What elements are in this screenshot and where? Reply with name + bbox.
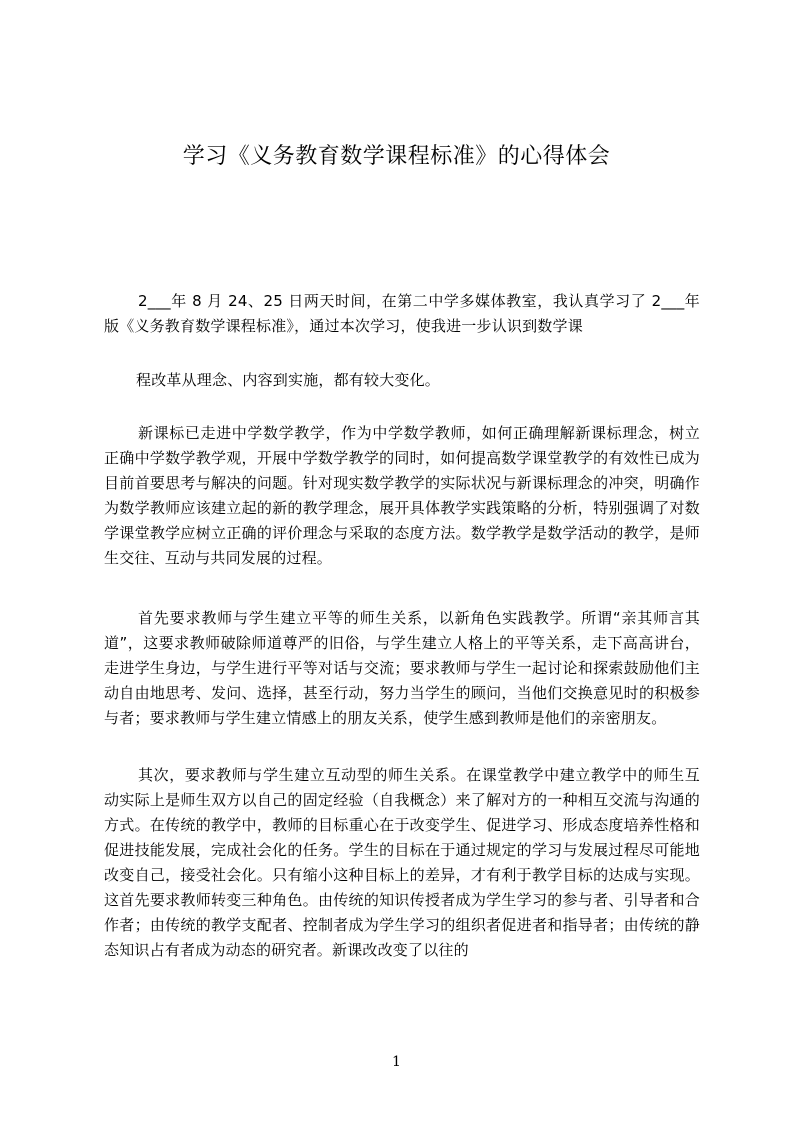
paragraph-intro: 2___年 8 月 24、25 日两天时间，在第二中学多媒体教室，我认真学习了 2___年版《义务教育数学课程标准》，通过本次学习，使我进一步认识到数学课: [104, 292, 700, 335]
page-number: 1: [392, 1054, 401, 1070]
paragraph-equal-relationship: 首先要求教师与学生建立平等的师生关系，以新角色实践教学。所谓“亲其师言其道”，这要求教师破除师道尊严的旧俗，与学生建立人格上的平等关系，走下高高讲台，走进学生身边，与学生进行平等对话与交流；要求教师与学生一起讨论和探索鼓励他们主动自由地思考、发问、选择，甚至行动，努力当学生的顾问，当他们交换意见时的积极参与者；要求教师与学生建立情感上的朋友关系，使学生感到教师是他们的亲密朋友。: [104, 609, 700, 727]
paragraph-interactive-relationship: 其次，要求教师与学生建立互动型的师生关系。在课堂教学中建立教学中的师生互动实际上是师生双方以自己的固定经验（自我概念）来了解对方的一种相互交流与沟通的方式。在传统的教学中，教师的目标重心在于改变学生、促进学习、形成态度培养性格和促进技能发展，完成社会化的任务。学生的目标在于通过规定的学习与发展过程尽可能地改变自己，接受社会化。只有缩小这种目标上的差异，才有利于教学目标的达成与实现。这首先要求教师转变三种角色。由传统的知识传授者成为学生学习的参与者、引导者和合作者；由传统的教学支配者、控制者成为学生学习的组织者促进者和指导者；由传统的静态知识占有者成为动态的研究者。新课改改变了以往的: [104, 766, 700, 959]
paragraph-new-curriculum: 新课标已走进中学数学教学，作为中学数学教师，如何正确理解新课标理念，树立正确中学数学教学观，开展中学数学教学的同时，如何提高数学课堂教学的有效性已成为目前首要思考与解决的问题。针对现实数学教学的实际状况与新课标理念的冲突，明确作为数学教师应该建立起的新的教学理念，展开具体教学实践策略的分析，特别强调了对数学课堂教学应树立正确的评价理念与采取的态度方法。数学教学是数学活动的教学，是师生交往、互动与共同发展的过程。: [104, 424, 700, 567]
document-title: 学习《义务教育数学课程标准》的心得体会: [182, 144, 611, 169]
paragraph-intro-continued: 程改革从理念、内容到实施，都有较大变化。: [136, 371, 441, 389]
